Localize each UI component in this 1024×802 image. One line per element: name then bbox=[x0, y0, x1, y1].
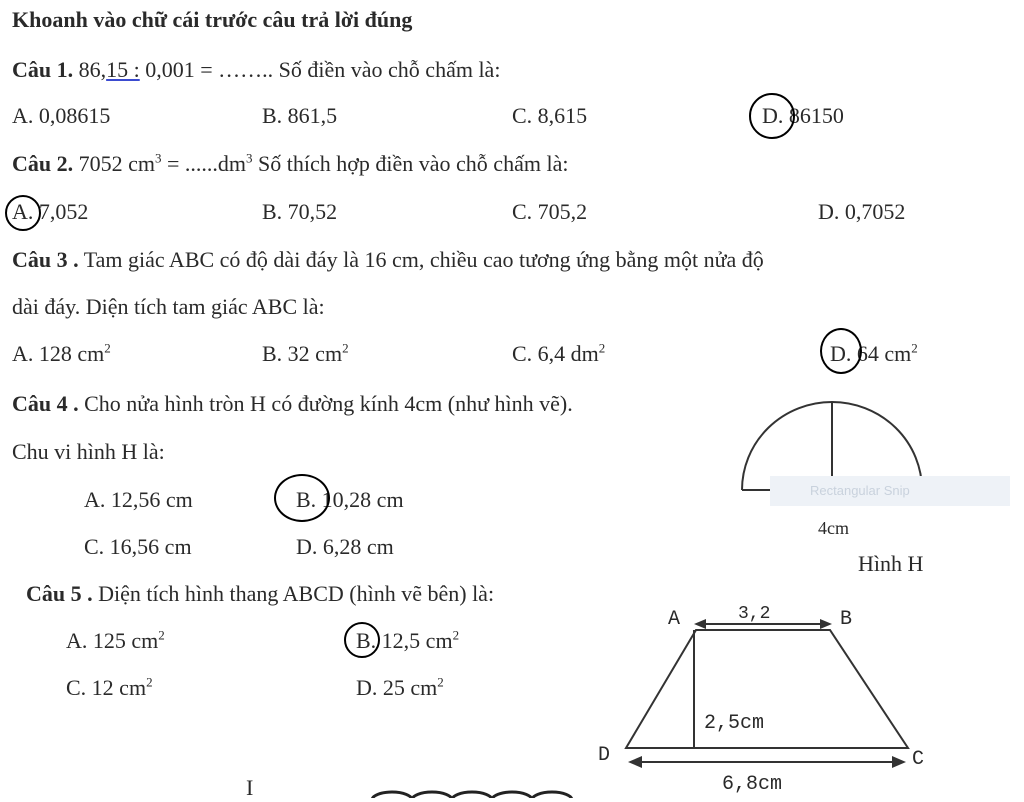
q4-option-a[interactable]: A. 12,56 cm bbox=[84, 487, 193, 512]
question-4-label: Câu 4 . bbox=[12, 391, 79, 416]
loop-4 bbox=[492, 792, 532, 798]
heading: Khoanh vào chữ cái trước câu trả lời đúng bbox=[12, 7, 413, 32]
trapezoid-shape bbox=[626, 630, 908, 748]
q5-option-a-sup: 2 bbox=[158, 627, 165, 643]
question-3-label: Câu 3 . bbox=[12, 247, 79, 272]
q3-option-b-sup: 2 bbox=[342, 340, 349, 356]
snip-overlay: Rectangular Snip bbox=[770, 476, 1010, 506]
q4-option-c[interactable]: C. 16,56 cm bbox=[84, 534, 192, 559]
question-5-label: Câu 5 . bbox=[26, 581, 93, 606]
top-arrow-left-head bbox=[694, 619, 706, 629]
bottom-loops bbox=[372, 792, 572, 798]
arrow-heads bbox=[628, 619, 906, 768]
q5-option-b-text: B. 12,5 cm bbox=[356, 628, 453, 653]
height-length-label: 2,5cm bbox=[704, 712, 765, 735]
q5-option-b-sup: 2 bbox=[452, 627, 460, 643]
top-length-label: 3,2 bbox=[738, 604, 771, 624]
question-2-text-b: = ......dm bbox=[161, 151, 247, 176]
question-5-text: Diện tích hình thang ABCD (hình vẽ bên) là: bbox=[92, 581, 495, 606]
q2-option-d[interactable]: D. 0,7052 bbox=[818, 199, 906, 224]
q3-option-c-text: C. 6,4 dm bbox=[512, 341, 599, 366]
question-2-sup-1: 3 bbox=[155, 150, 162, 166]
loop-3 bbox=[452, 792, 492, 798]
question-2-text-c: Số thích hợp điền vào chỗ chấm là: bbox=[252, 151, 569, 176]
question-4-text-line2: Chu vi hình H là: bbox=[12, 439, 165, 464]
question-3-text-line1: Tam giác ABC có độ dài đáy là 16 cm, chiều cao tương ứng bằng một nửa độ bbox=[78, 247, 764, 272]
question-3-text-line2: dài đáy. Diện tích tam giác ABC là: bbox=[12, 294, 325, 319]
bottom-arrow-right-head bbox=[892, 756, 906, 768]
q2-option-a[interactable]: A. 7,052 bbox=[12, 199, 89, 224]
question-1-text-a: 86, bbox=[78, 57, 107, 82]
q4-option-d[interactable]: D. 6,28 cm bbox=[296, 534, 394, 559]
q1-option-a[interactable]: A. 0,08615 bbox=[12, 103, 111, 128]
q5-option-c-text: C. 12 cm bbox=[66, 675, 147, 700]
question-2-sup-2: 3 bbox=[246, 150, 253, 166]
q5-option-d-text: D. 25 cm bbox=[356, 675, 438, 700]
figure-h-caption: Hình H bbox=[858, 551, 924, 576]
q5-option-c-sup: 2 bbox=[146, 674, 153, 690]
q1-option-b[interactable]: B. 861,5 bbox=[262, 103, 338, 128]
q4-option-b[interactable]: B. 10,28 cm bbox=[296, 487, 404, 512]
q3-option-b-text: B. 32 cm bbox=[262, 341, 343, 366]
q2-option-b[interactable]: B. 70,52 bbox=[262, 199, 338, 224]
footer-mark: I bbox=[246, 775, 254, 800]
q1-option-c[interactable]: C. 8,615 bbox=[512, 103, 588, 128]
q3-option-c-sup: 2 bbox=[598, 340, 606, 356]
question-1-text-b: 0,001 = …….. Số điền vào chỗ chấm là: bbox=[139, 57, 501, 82]
trapezoid-figure bbox=[626, 624, 908, 762]
loop-2 bbox=[412, 792, 452, 798]
q3-option-a-text: A. 128 cm bbox=[12, 341, 105, 366]
q1-option-d[interactable]: D. 86150 bbox=[762, 103, 844, 128]
question-2-text-a: 7052 cm bbox=[78, 151, 156, 176]
bottom-length-label: 6,8cm bbox=[722, 773, 783, 796]
diameter-label: 4cm bbox=[818, 518, 849, 538]
question-1-label: Câu 1. bbox=[12, 57, 74, 82]
bottom-arrow-left-head bbox=[628, 756, 642, 768]
q3-option-a-sup: 2 bbox=[104, 340, 111, 356]
q5-option-d-sup: 2 bbox=[437, 674, 444, 690]
question-2-label: Câu 2. bbox=[12, 151, 74, 176]
q2-option-c[interactable]: C. 705,2 bbox=[512, 199, 588, 224]
loop-1 bbox=[372, 792, 412, 798]
q3-option-d-text: D. 64 cm bbox=[830, 341, 912, 366]
top-arrow-right-head bbox=[820, 619, 832, 629]
vertex-c: C bbox=[912, 748, 925, 771]
q5-option-a-text: A. 125 cm bbox=[66, 628, 159, 653]
question-4-text-line1: Cho nửa hình tròn H có đường kính 4cm (như hình vẽ). bbox=[78, 391, 573, 416]
vertex-d: D bbox=[598, 744, 611, 767]
loop-5 bbox=[532, 792, 572, 798]
vertex-a: A bbox=[668, 608, 681, 631]
vertex-b: B bbox=[840, 608, 853, 631]
q3-option-d-sup: 2 bbox=[911, 340, 918, 356]
question-1-text-underlined: 15 : bbox=[106, 57, 140, 82]
